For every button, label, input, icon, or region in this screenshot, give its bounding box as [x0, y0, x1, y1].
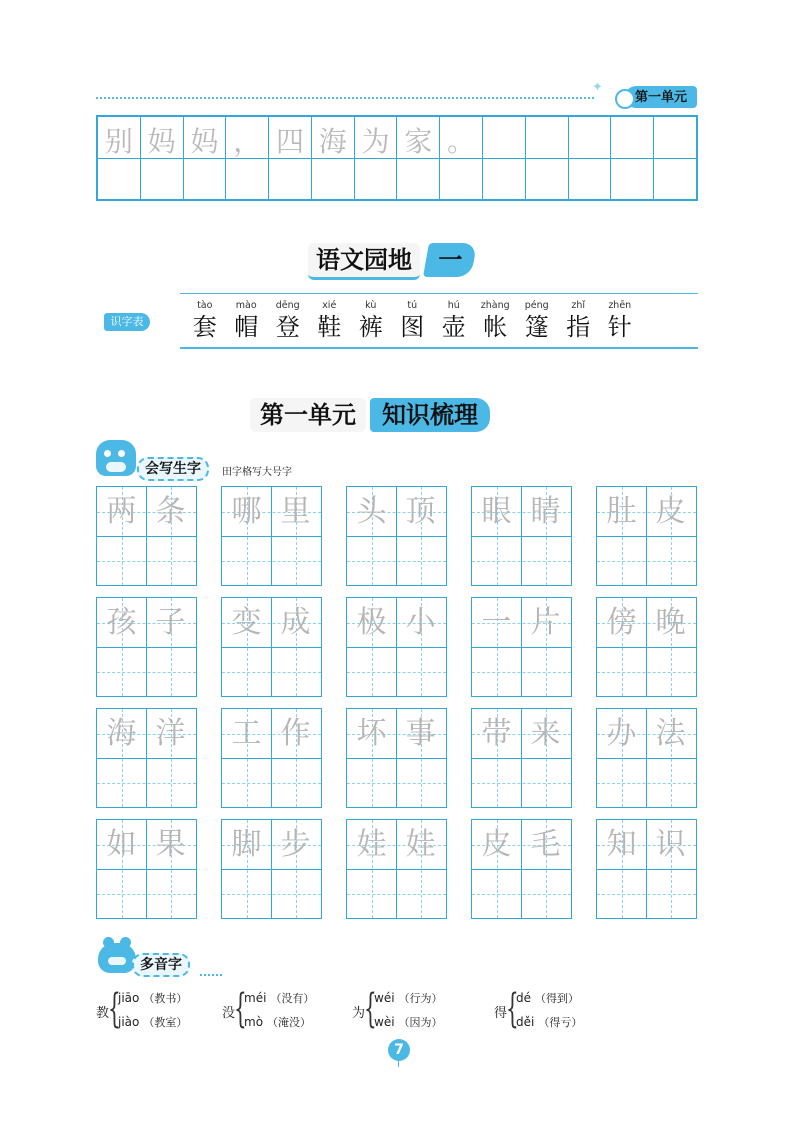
shizi-char: 登: [275, 313, 300, 341]
sentence-cell: [355, 117, 398, 199]
tianzige-guide-line: [597, 672, 696, 673]
tianzige-word-box: [471, 486, 572, 586]
tianzige-char: 海: [106, 716, 137, 751]
sentence-char: 。: [447, 125, 476, 158]
duoyin-pinyin: děi: [516, 1015, 535, 1029]
tianzige-char: 工: [231, 716, 262, 751]
tianzige-word-box: [346, 597, 447, 697]
tianzige-char: 眼: [481, 494, 512, 529]
tianzige-guide-line: [597, 536, 696, 537]
tianzige-char: 作: [280, 716, 311, 751]
duoyin-pinyin: jiào: [118, 1015, 140, 1029]
unit-summary-title: [250, 398, 490, 432]
shizi-char: 针: [607, 313, 632, 341]
tianzige-char: 脚: [231, 827, 262, 862]
shizi-item: [558, 300, 600, 342]
duoyin-word: （得到）: [535, 992, 579, 1005]
tianzige-guide-line: [222, 647, 321, 648]
shizi-char: 鞋: [317, 313, 342, 341]
tianzige-char: 皮: [481, 827, 512, 862]
shizi-pinyin: zhēn: [608, 300, 632, 311]
sentence-cell-divider: [611, 158, 653, 159]
tianzige-guide-line: [97, 561, 196, 562]
sentence-cell: [483, 117, 526, 199]
duoyin-word: （教室）: [143, 1016, 188, 1029]
tianzige-guide-line: [97, 536, 196, 537]
tianzige-word-box: [221, 819, 322, 919]
tianzige-guide-line: [97, 647, 196, 648]
duoyin-word: （淹没）: [267, 1016, 312, 1029]
yuwen-yuandi-word: 语文园地: [308, 243, 420, 280]
shizi-item: [475, 300, 517, 342]
tianzige-char: 里: [280, 494, 311, 529]
shizi-char: 篷: [524, 313, 549, 341]
duoyin-char: 教: [96, 1006, 110, 1021]
tianzige-word-box: [346, 486, 447, 586]
shizi-pinyin: tào: [197, 300, 213, 311]
tianzige-char: 子: [155, 605, 186, 640]
tianzige-word-box: [471, 597, 572, 697]
shizi-biao-bottom-rule: [180, 347, 698, 349]
sentence-cell: [440, 117, 483, 199]
shizi-item: [392, 300, 434, 342]
tianzige-char: 小: [405, 605, 436, 640]
tianzige-grid: [96, 486, 698, 922]
sentence-cell: [98, 117, 141, 199]
tianzige-guide-line: [222, 672, 321, 673]
shizi-item: [516, 300, 558, 342]
tianzige-char: 洋: [155, 716, 186, 751]
tianzige-char: 极: [356, 605, 387, 640]
tianzige-char: 肚: [606, 494, 637, 529]
shizi-pinyin: zhǐ: [571, 300, 586, 311]
shizi-item: [309, 300, 351, 342]
brace-icon: {: [506, 986, 519, 1032]
shizi-pinyin: mào: [235, 300, 257, 311]
duoyin-char: 得: [494, 1006, 508, 1021]
tianzige-guide-line: [347, 561, 446, 562]
huixie-label: 会写生字: [137, 457, 209, 481]
sentence-cell-divider: [569, 158, 611, 159]
duoyin-char: 没: [222, 1006, 236, 1021]
shizi-pinyin: kù: [365, 300, 377, 311]
tianzige-guide-line: [222, 894, 321, 895]
tianzige-word-box: [96, 708, 197, 808]
duoyin-word: （因为）: [398, 1016, 443, 1029]
sentence-char: 家: [404, 125, 433, 158]
shizi-item: [433, 300, 475, 342]
tianzige-char: 娃: [405, 827, 436, 862]
shizi-biao-top-rule: [180, 293, 698, 294]
duoyin-reading: [374, 1014, 443, 1030]
tianzige-word-box: [346, 708, 447, 808]
cow-mascot-icon: [96, 440, 136, 476]
tianzige-char: 毛: [530, 827, 561, 862]
sentence-cell: [611, 117, 654, 199]
tianzige-guide-line: [97, 758, 196, 759]
tianzige-char: 皮: [655, 494, 686, 529]
sentence-cell-divider: [483, 158, 525, 159]
duoyin-reading: [118, 990, 187, 1006]
tianzige-guide-line: [97, 869, 196, 870]
tianzige-guide-line: [597, 783, 696, 784]
tianzige-guide-line: [347, 647, 446, 648]
tianzige-guide-line: [222, 758, 321, 759]
sentence-char: 四: [276, 125, 305, 158]
tianzige-char: 步: [280, 827, 311, 862]
duoyin-reading: [374, 990, 443, 1006]
tianzige-guide-line: [597, 894, 696, 895]
tianzige-char: 头: [356, 494, 387, 529]
brace-icon: {: [364, 986, 377, 1032]
tianzige-char: 孩: [106, 605, 137, 640]
tianzige-guide-line: [347, 783, 446, 784]
tianzige-word-box: [221, 708, 322, 808]
tianzige-guide-line: [347, 672, 446, 673]
sentence-cell: [226, 117, 269, 199]
brace-icon: {: [108, 986, 121, 1032]
duoyin-word: （行为）: [398, 992, 443, 1005]
sentence-cell: [269, 117, 312, 199]
tianzige-word-box: [96, 819, 197, 919]
tianzige-guide-line: [97, 672, 196, 673]
tianzige-char: 娃: [356, 827, 387, 862]
duoyin-pinyin: wéi: [374, 991, 395, 1005]
unit-tag: 第一单元: [625, 86, 697, 108]
sentence-cell: [184, 117, 227, 199]
page-number: 7: [388, 1039, 410, 1061]
tianzige-word-box: [596, 486, 697, 586]
tianzige-guide-line: [472, 783, 571, 784]
sentence-char: ，: [233, 125, 262, 158]
shizi-pinyin: hú: [447, 300, 460, 311]
shizi-pinyin: péng: [524, 300, 549, 311]
unit-summary-tag: 知识梳理: [370, 398, 490, 432]
tianzige-char: 带: [481, 716, 512, 751]
frog-mascot-icon: [98, 943, 136, 973]
duoyin-pinyin: jiāo: [118, 991, 140, 1005]
shizi-char: 指: [566, 313, 591, 341]
sentence-cell-divider: [526, 158, 568, 159]
tianzige-word-box: [96, 597, 197, 697]
shizi-item: [350, 300, 392, 342]
huixie-note: 田字格写大号字: [222, 467, 292, 478]
sentence-char: 为: [361, 125, 390, 158]
tianzige-char: 事: [405, 716, 436, 751]
shizi-char: 图: [400, 313, 425, 341]
duoyin-word: （得亏）: [538, 1016, 583, 1029]
duoyin-pinyin: méi: [244, 991, 267, 1005]
sentence-cell: [141, 117, 184, 199]
shizi-pinyin: tú: [407, 300, 418, 311]
tianzige-guide-line: [472, 869, 571, 870]
tianzige-guide-line: [597, 561, 696, 562]
tianzige-guide-line: [222, 536, 321, 537]
tianzige-char: 来: [530, 716, 561, 751]
shizi-item: [599, 300, 641, 342]
shizi-item: [226, 300, 268, 342]
duoyin-reading: [118, 1014, 187, 1030]
duoyin-pinyin: mò: [244, 1015, 264, 1029]
tianzige-char: 识: [655, 827, 686, 862]
tianzige-char: 坏: [356, 716, 387, 751]
sentence-cell: [569, 117, 612, 199]
tianzige-word-box: [221, 597, 322, 697]
shizi-char: 壶: [441, 313, 466, 341]
sentence-cell: [312, 117, 355, 199]
tianzige-char: 睛: [530, 494, 561, 529]
shizi-biao-label: 识字表: [104, 313, 150, 331]
tianzige-char: 哪: [231, 494, 262, 529]
tianzige-guide-line: [472, 672, 571, 673]
tianzige-guide-line: [472, 536, 571, 537]
shizi-char: 帽: [234, 313, 259, 341]
duoyin-reading: [244, 990, 314, 1006]
shizi-pinyin: dēng: [275, 300, 300, 311]
sentence-char: 别: [104, 125, 133, 158]
sentence-char: 海: [318, 125, 347, 158]
shizi-item: [267, 300, 309, 342]
duoyin-char: 为: [352, 1006, 366, 1021]
tianzige-guide-line: [97, 894, 196, 895]
tianzige-guide-line: [472, 647, 571, 648]
tianzige-char: 顶: [405, 494, 436, 529]
tianzige-char: 知: [606, 827, 637, 862]
tianzige-guide-line: [472, 561, 571, 562]
tianzige-char: 傍: [606, 605, 637, 640]
tianzige-char: 办: [606, 716, 637, 751]
tianzige-guide-line: [347, 894, 446, 895]
tianzige-char: 如: [106, 827, 137, 862]
sentence-grid: [96, 115, 698, 201]
tianzige-word-box: [596, 819, 697, 919]
sentence-char: 妈: [190, 125, 219, 158]
tianzige-guide-line: [222, 869, 321, 870]
yuwen-yuandi-title: [308, 243, 474, 277]
duoyin-word: （没有）: [270, 992, 315, 1005]
duoyin-reading: [244, 1014, 311, 1030]
tianzige-char: 晚: [655, 605, 686, 640]
sparkle-icon: ✦: [592, 80, 603, 95]
duoyin-word: （教书）: [143, 992, 188, 1005]
tianzige-char: 条: [155, 494, 186, 529]
sentence-cell: [526, 117, 569, 199]
tianzige-char: 一: [481, 605, 512, 640]
tianzige-guide-line: [347, 758, 446, 759]
sentence-cell: [397, 117, 440, 199]
duoyin-divider: [200, 974, 222, 976]
sentence-char: 妈: [147, 125, 176, 158]
shizi-item: [184, 300, 226, 342]
shizi-char: 帐: [483, 313, 508, 341]
tianzige-word-box: [471, 819, 572, 919]
tianzige-char: 片: [530, 605, 561, 640]
tianzige-word-box: [596, 708, 697, 808]
tianzige-guide-line: [97, 783, 196, 784]
sentence-cell: [654, 117, 696, 199]
tianzige-char: 两: [106, 494, 137, 529]
tianzige-guide-line: [597, 647, 696, 648]
tianzige-guide-line: [347, 869, 446, 870]
duoyin-label: 多音字: [132, 953, 190, 977]
tianzige-guide-line: [597, 869, 696, 870]
duoyin-pinyin: wèi: [374, 1015, 395, 1029]
brace-icon: {: [234, 986, 247, 1032]
tianzige-word-box: [96, 486, 197, 586]
shizi-pinyin: zhàng: [480, 300, 510, 311]
shizi-biao-list: [184, 300, 641, 342]
tianzige-word-box: [471, 708, 572, 808]
tianzige-guide-line: [597, 758, 696, 759]
tianzige-guide-line: [472, 894, 571, 895]
tianzige-guide-line: [222, 561, 321, 562]
header-divider: [96, 97, 594, 99]
shizi-pinyin: xié: [322, 300, 337, 311]
duoyin-reading: [516, 990, 579, 1006]
duoyin-pinyin: dé: [516, 991, 531, 1005]
tianzige-guide-line: [472, 758, 571, 759]
tianzige-char: 成: [280, 605, 311, 640]
tianzige-word-box: [346, 819, 447, 919]
sentence-cell-divider: [654, 158, 696, 159]
tianzige-guide-line: [222, 783, 321, 784]
shizi-char: 套: [192, 313, 217, 341]
tianzige-guide-line: [347, 536, 446, 537]
tianzige-char: 变: [231, 605, 262, 640]
shizi-char: 裤: [358, 313, 383, 341]
tianzige-word-box: [596, 597, 697, 697]
duoyin-reading: [516, 1014, 582, 1030]
yuwen-yuandi-number: 一: [423, 243, 477, 277]
tianzige-word-box: [221, 486, 322, 586]
tianzige-char: 果: [155, 827, 186, 862]
unit-summary-word: 第一单元: [250, 398, 366, 432]
tianzige-char: 法: [655, 716, 686, 751]
